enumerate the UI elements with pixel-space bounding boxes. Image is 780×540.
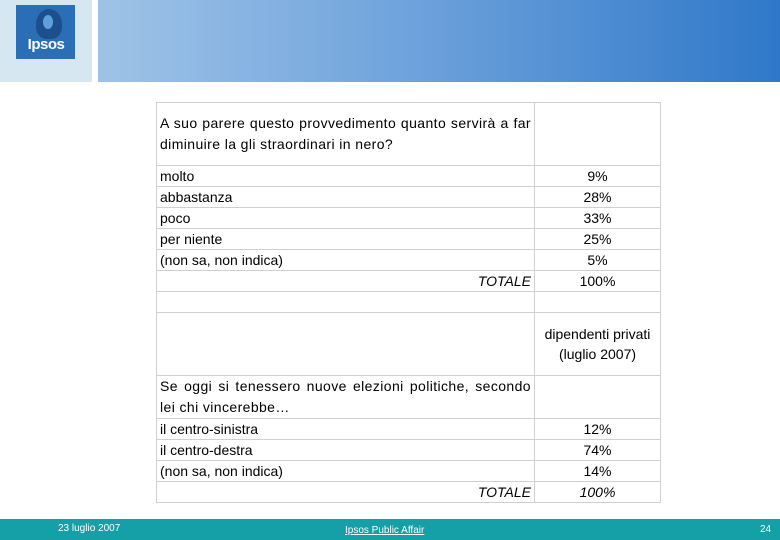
total-label: TOTALE (157, 482, 535, 503)
footer-date: 23 luglio 2007 (58, 523, 121, 534)
spacer-row (157, 292, 661, 313)
table-row (157, 440, 661, 461)
table-row (157, 419, 661, 440)
empty-cell (535, 103, 661, 166)
row-label: il centro-sinistra (157, 419, 535, 440)
question-cell (157, 103, 535, 166)
footer-link[interactable]: Ipsos Public Affair (345, 525, 425, 536)
question-row (157, 103, 661, 166)
question-text: Se oggi si tenessero nuove elezioni politiche, secondo lei chi vincerebbe… (160, 378, 531, 415)
row-value: 33% (535, 208, 661, 229)
total-value: 100% (535, 482, 661, 503)
header-gradient-bar (98, 0, 780, 82)
row-value: 25% (535, 229, 661, 250)
row-label: poco (157, 208, 535, 229)
column-header: dipendenti privati (luglio 2007) (535, 313, 661, 376)
head-profile-icon (36, 9, 62, 39)
question-cell (157, 376, 535, 419)
footer-bar (0, 519, 780, 540)
table-row (157, 250, 661, 271)
total-row (157, 271, 661, 292)
row-label: il centro-destra (157, 440, 535, 461)
table-row (157, 229, 661, 250)
logo-text: Ipsos (27, 36, 65, 53)
row-label: abbastanza (157, 187, 535, 208)
row-value: 5% (535, 250, 661, 271)
page-number: 24 (760, 524, 772, 535)
ipsos-logo (16, 5, 75, 59)
question-text: A suo parere questo provvedimento quanto servirà a far diminuire la gli straordinari in nero? (160, 115, 531, 152)
row-value: 28% (535, 187, 661, 208)
row-value: 14% (535, 461, 661, 482)
total-row (157, 482, 661, 503)
empty-cell (157, 313, 535, 376)
empty-cell (535, 376, 661, 419)
row-label: per niente (157, 229, 535, 250)
row-label: (non sa, non indica) (157, 250, 535, 271)
header (0, 0, 780, 82)
total-value: 100% (535, 271, 661, 292)
question-row (157, 376, 661, 419)
table-row (157, 461, 661, 482)
empty-cell (157, 292, 535, 313)
row-value: 74% (535, 440, 661, 461)
empty-cell (535, 292, 661, 313)
row-label: molto (157, 166, 535, 187)
row-label: (non sa, non indica) (157, 461, 535, 482)
total-label: TOTALE (157, 271, 535, 292)
table-row (157, 208, 661, 229)
row-value: 12% (535, 419, 661, 440)
column-header-row (157, 313, 661, 376)
survey-table (156, 102, 661, 503)
table-row (157, 166, 661, 187)
row-value: 9% (535, 166, 661, 187)
logo-area (0, 0, 92, 82)
table-row (157, 187, 661, 208)
